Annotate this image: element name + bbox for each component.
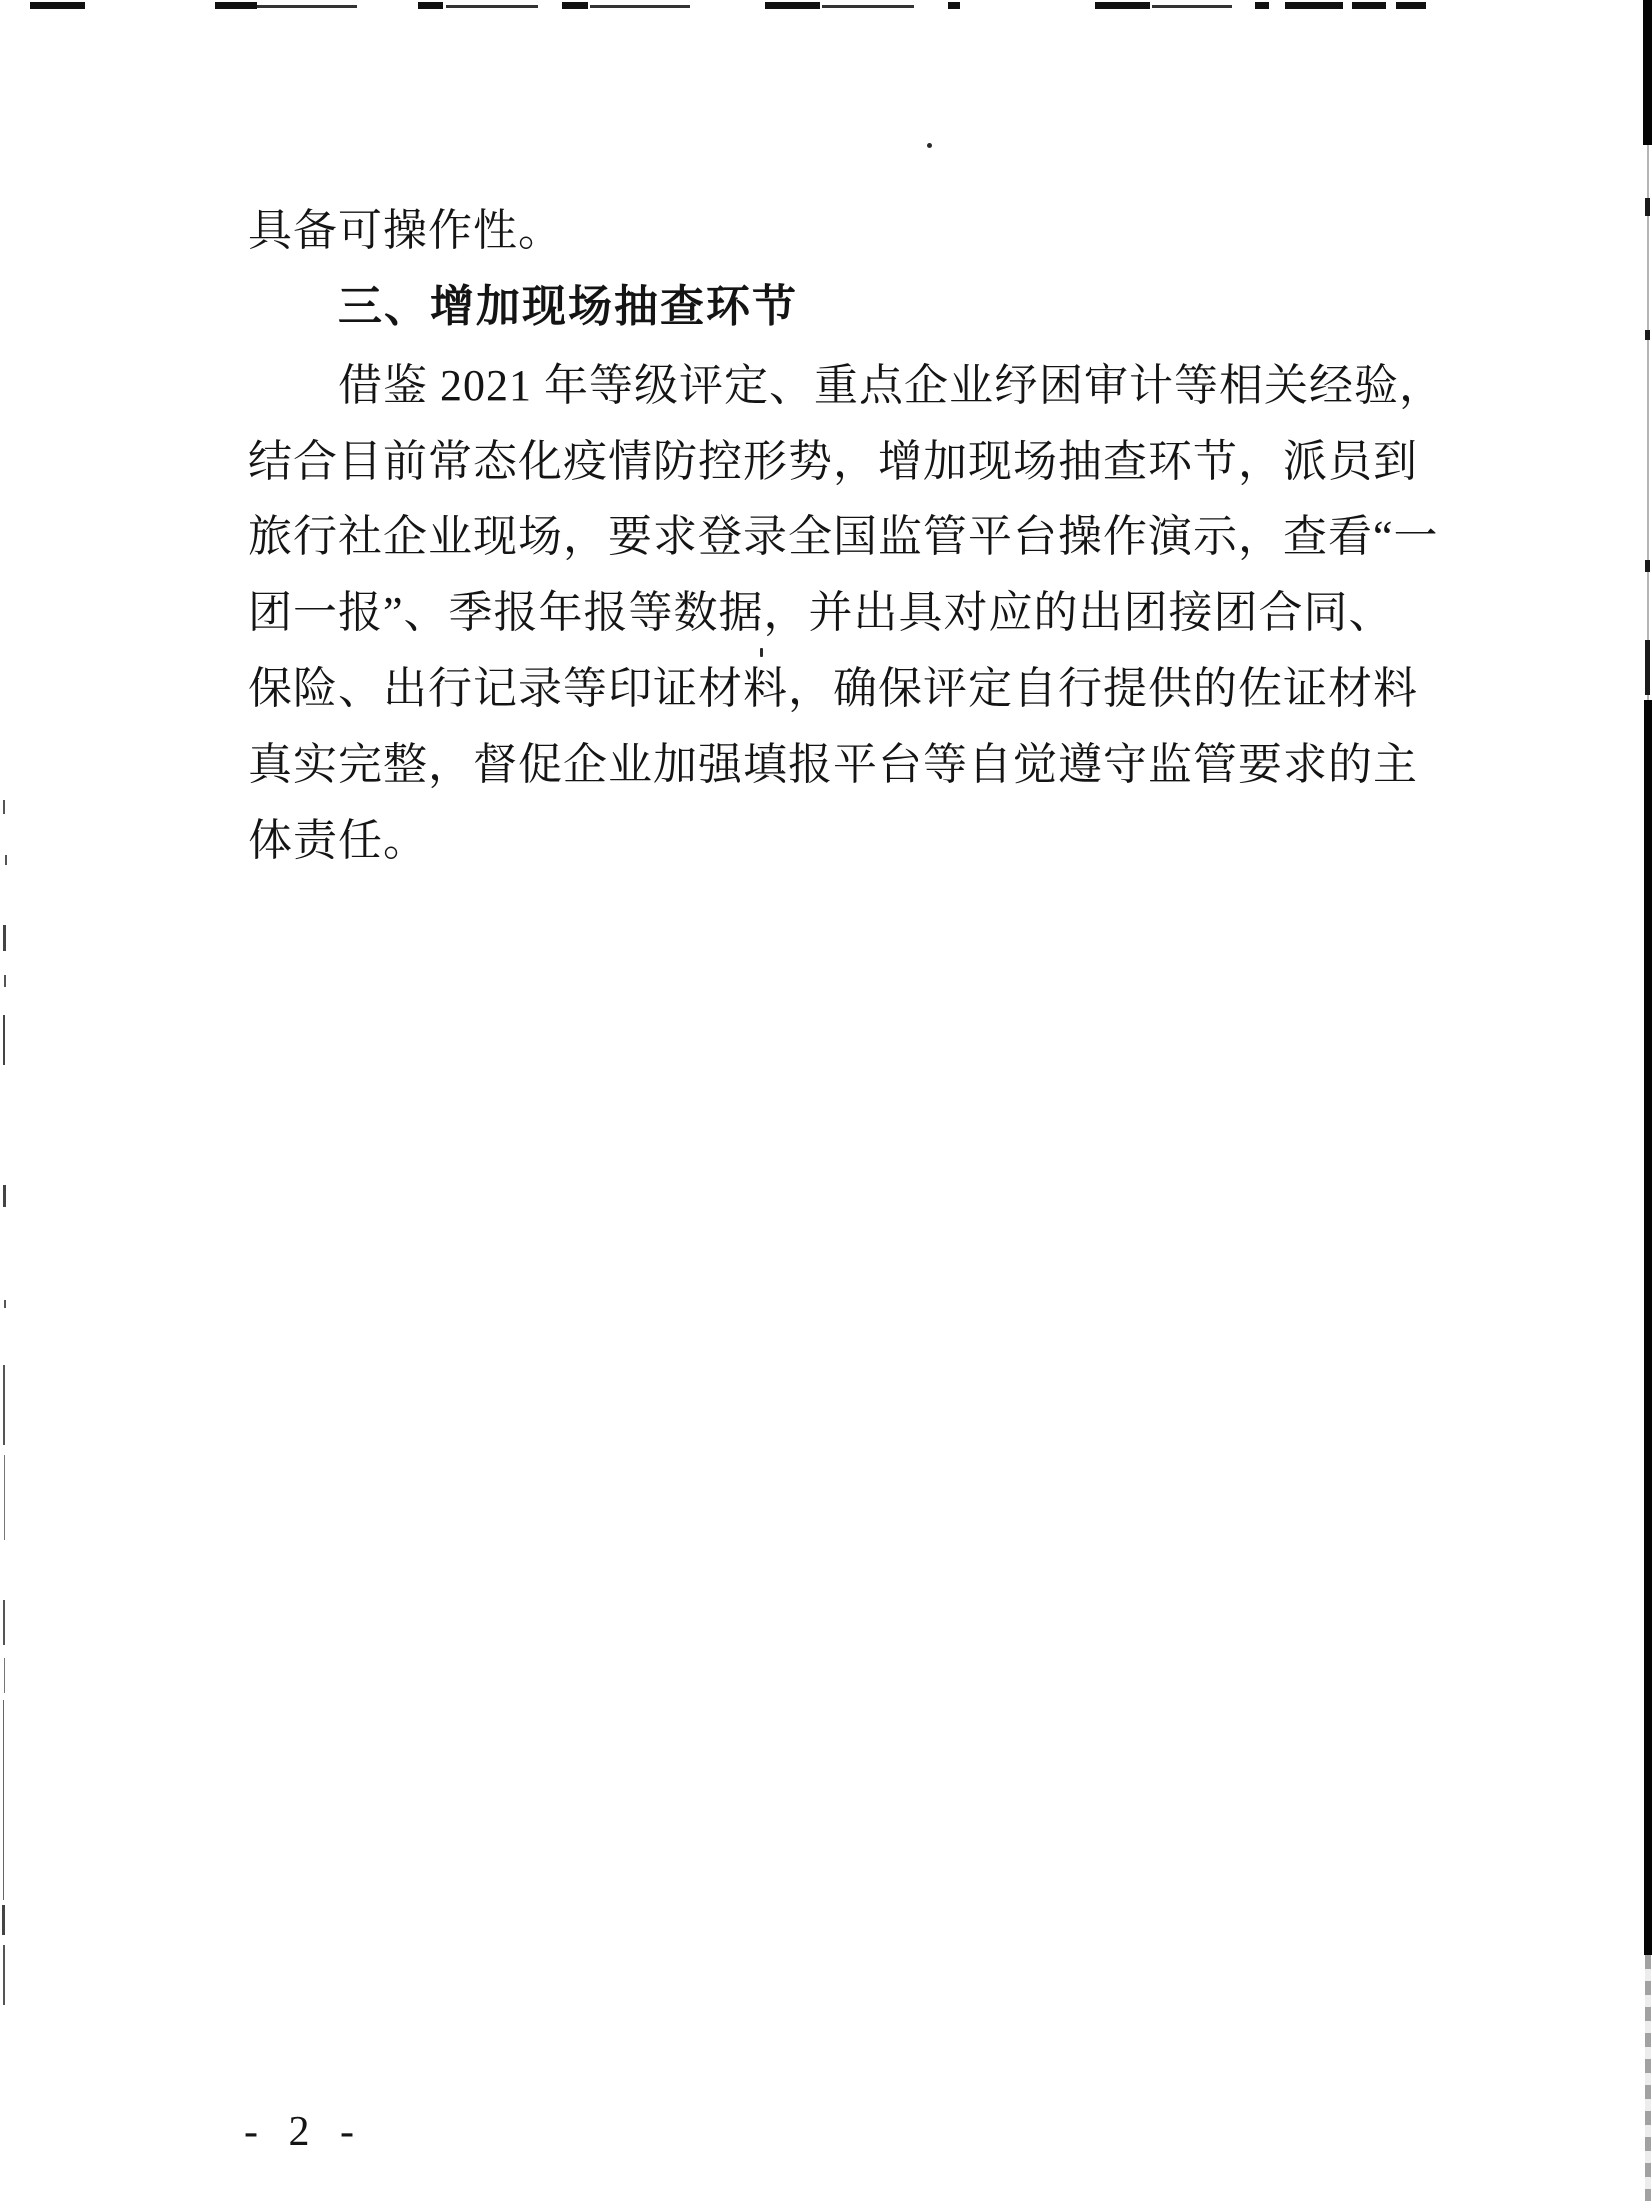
paragraph-line-4: 旅行社企业现场，要求登录全国监管平台操作演示，查看“一 <box>248 512 1439 561</box>
paragraph-line-8: 体责任。 <box>248 816 428 865</box>
paragraph-line-7: 真实完整，督促企业加强填报平台等自觉遵守监管要求的主 <box>248 740 1418 789</box>
paragraph-line-3: 结合目前常态化疫情防控形势，增加现场抽查环节，派员到 <box>248 437 1418 486</box>
paragraph-line-2: 借鉴 2021 年等级评定、重点企业纾困审计等相关经验， <box>338 361 1444 410</box>
section-heading: 三、增加现场抽查环节 <box>338 282 798 331</box>
paragraph-line-5: 团一报”、季报年报等数据，并出具对应的出团接团合同、 <box>248 588 1394 637</box>
ink-speck-mid <box>760 648 763 657</box>
page-number: - 2 - <box>244 2109 364 2155</box>
paragraph-line-1: 具备可操作性。 <box>248 206 563 255</box>
paragraph-line-6: 保险、出行记录等印证材料，确保评定自行提供的佐证材料 <box>248 664 1418 713</box>
ink-speck-top <box>927 143 932 148</box>
